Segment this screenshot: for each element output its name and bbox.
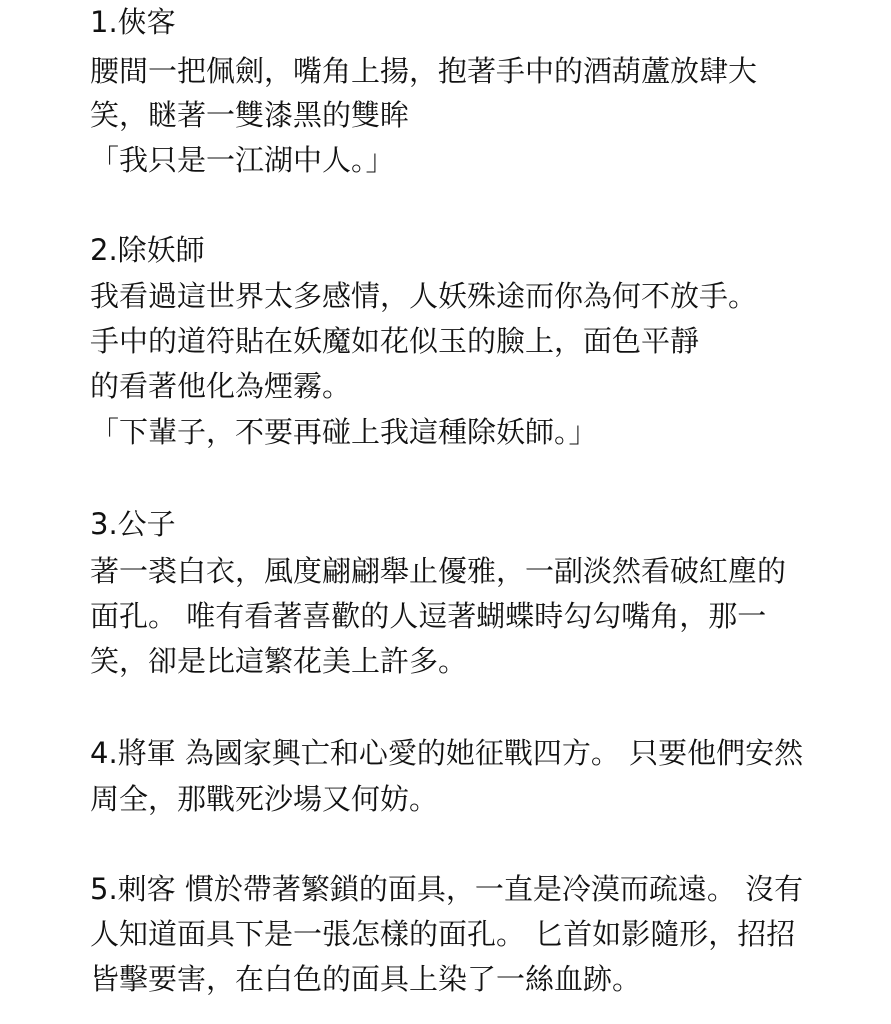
- section-3-line-3: 笑，卻是比這繁花美上許多。: [90, 644, 468, 678]
- section-4-line-2: 周全，那戰死沙場又何妨。: [90, 782, 439, 816]
- section-5-line-3: 皆擊要害，在白色的面具上染了一絲血跡。: [90, 962, 642, 996]
- section-3-heading: 3.公子: [90, 507, 176, 541]
- section-2-line-2: 手中的道符貼在妖魔如花似玉的臉上，面色平靜: [90, 324, 700, 358]
- section-5-line-1: 5.刺客 慣於帶著繁鎖的面具，一直是冷漠而疏遠。 沒有: [90, 872, 804, 906]
- section-2-line-1: 我看過這世界太多感情，人妖殊途而你為何不放手。: [90, 279, 758, 313]
- section-3-line-1: 著一裘白衣，風度翩翩舉止優雅，一副淡然看破紅塵的: [90, 554, 787, 588]
- section-2-heading: 2.除妖師: [90, 233, 205, 267]
- section-1-line-3: 「我只是一江湖中人。」: [90, 143, 395, 177]
- section-4-line-1: 4.將軍 為國家興亡和心愛的她征戰四方。 只要他們安然: [90, 736, 804, 770]
- section-1-line-1: 腰間一把佩劍，嘴角上揚，抱著手中的酒葫蘆放肆大: [90, 54, 758, 88]
- section-5-line-2: 人知道面具下是一張怎樣的面孔。 匕首如影隨形，招招: [90, 917, 796, 951]
- section-2-line-3: 的看著他化為煙霧。: [90, 369, 352, 403]
- section-2-line-4: 「下輩子，不要再碰上我這種除妖師。」: [90, 415, 598, 449]
- section-1-line-2: 笑，瞇著一雙漆黑的雙眸: [90, 98, 410, 132]
- section-3-line-2: 面孔。 唯有看著喜歡的人逗著蝴蝶時勾勾嘴角，那一: [90, 599, 767, 633]
- section-1-heading: 1.俠客: [90, 5, 176, 39]
